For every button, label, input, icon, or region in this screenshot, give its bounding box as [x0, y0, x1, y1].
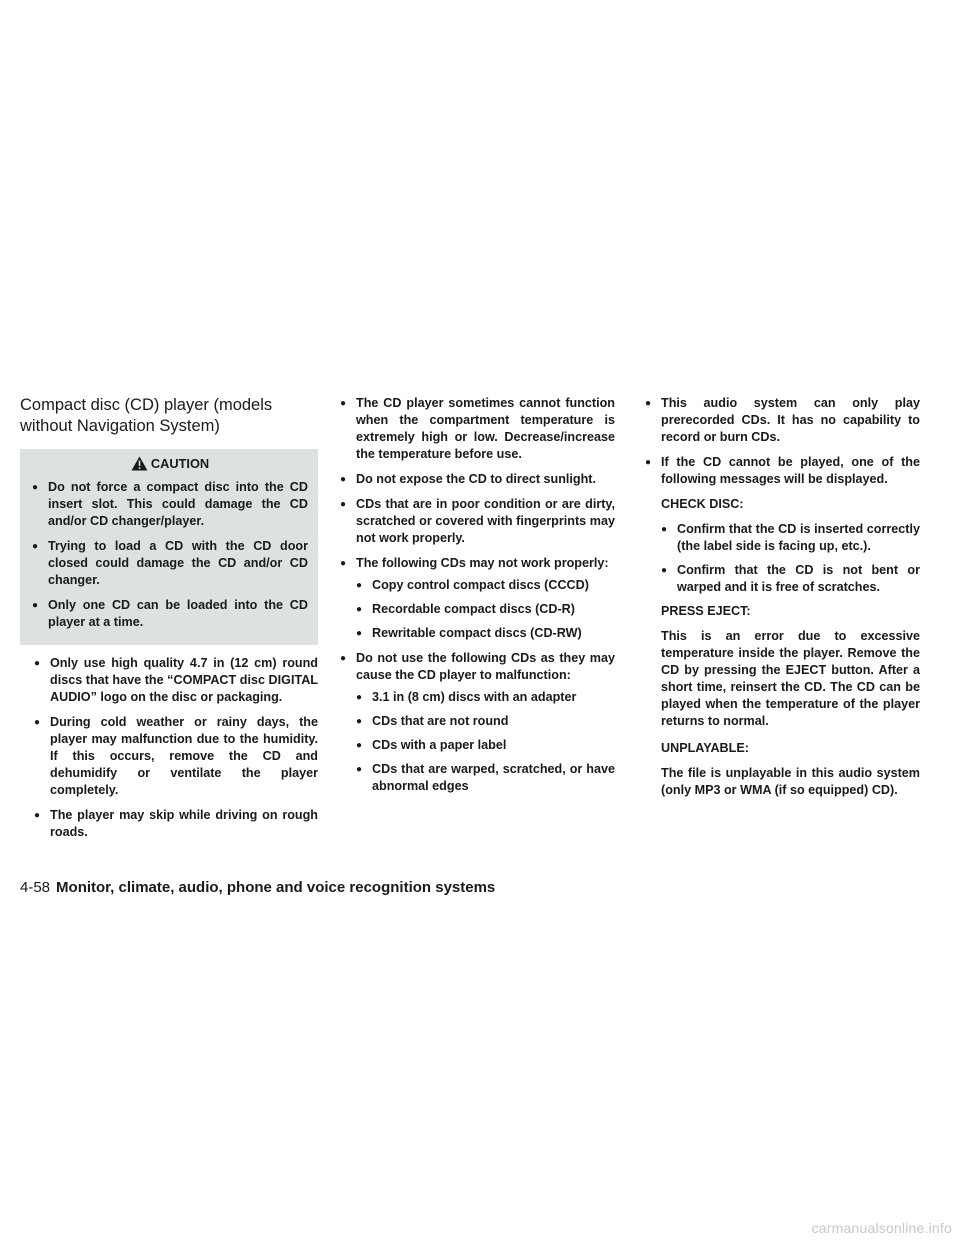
caution-box: [20, 449, 318, 645]
page-number: 4-58: [20, 879, 51, 896]
warning-icon: [131, 456, 148, 471]
column-3: [645, 395, 920, 809]
list-item: ● If the CD cannot be played, one of the following messages will be displayed.: [645, 455, 920, 486]
section-title: Compact disc (CD) player (models without Navigation System): [20, 396, 273, 435]
list-item: ● Only use high quality 4.7 in (12 cm) round discs that have the “COMPACT disc DIGITAL AUDIO” logo on the disc or packaging.: [34, 656, 318, 704]
list-item: ● Do not expose the CD to direct sunlight.: [340, 472, 596, 486]
list-item: ● Only one CD can be loaded into the CD player at a time.: [32, 598, 308, 629]
watermark: carmanualsonline.info: [811, 1220, 952, 1236]
sub-list: [356, 577, 615, 642]
sub-list: [645, 521, 920, 596]
list-item: ● The player may skip while driving on rough roads.: [34, 808, 318, 839]
sub-list: [356, 689, 615, 795]
sub-list-item: ● CDs with a paper label: [356, 738, 507, 752]
list-item: ● The following CDs may not work properly: ● Copy control compact discs (CCCD) ● Recordable compact discs (CD-R) ● Rewritable compact discs (CD-RW): [340, 555, 615, 642]
sub-list-item: ● Recordable compact discs (CD-R): [356, 602, 575, 616]
list-item: ● The CD player sometimes cannot function when the compartment temperature is extremely high or low. Decrease/increase the temperature before use.: [340, 396, 615, 461]
list-item: ● Do not use the following CDs as they may cause the CD player to malfunction: ● 3.1 in (8 cm) discs with an adapter ● CDs that are not round ● CDs with a paper label ● CDs that are warped, scratched, or have abnormal edges: [340, 651, 615, 793]
sub-list-item: ● Rewritable compact discs (CD-RW): [356, 626, 582, 640]
message-label-press-eject: PRESS EJECT:: [661, 604, 751, 618]
list-item: ● This audio system can only play prerecorded CDs. It has no capability to record or burn CDs.: [645, 396, 920, 444]
sub-list-item: ● CDs that are warped, scratched, or have abnormal edges: [356, 762, 615, 793]
notes-list: [20, 655, 318, 841]
sub-list-item: ● Confirm that the CD is inserted correctly (the label side is facing up, etc.).: [661, 522, 920, 553]
sub-list-item: ● CDs that are not round: [356, 714, 509, 728]
notes-list: [645, 395, 920, 488]
message-text-press-eject: This is an error due to excessive temperature inside the player. Remove the CD by pressing the EJECT button. After a short time, reinsert the CD. The CD can be played when the temperature of the player returns to normal.: [661, 629, 920, 728]
list-item: ● CDs that are in poor condition or are dirty, scratched or covered with fingerprints may not work properly.: [340, 497, 615, 545]
notes-list: [340, 395, 615, 795]
list-item: ● Do not force a compact disc into the CD insert slot. This could damage the CD and/or CD changer/player.: [32, 480, 308, 528]
caution-heading: CAUTION: [32, 451, 308, 479]
caution-list: [32, 479, 308, 631]
sub-list-item: ● 3.1 in (8 cm) discs with an adapter: [356, 690, 577, 704]
page-footer: [20, 878, 495, 898]
column-1: [20, 395, 318, 849]
message-label-unplayable: UNPLAYABLE:: [661, 741, 749, 755]
column-2: [340, 395, 615, 803]
message-text-unplayable: The file is unplayable in this audio system (only MP3 or WMA (if so equipped) CD).: [661, 766, 920, 797]
message-label-check-disc: CHECK DISC:: [661, 497, 744, 511]
list-item: ● During cold weather or rainy days, the player may malfunction due to the humidity. If this occurs, remove the CD and dehumidify or ventilate the player completely.: [34, 715, 318, 797]
chapter-title: Monitor, climate, audio, phone and voice recognition systems: [56, 879, 496, 896]
list-item: ● Trying to load a CD with the CD door closed could damage the CD and/or CD changer.: [32, 539, 308, 587]
sub-list-item: ● Confirm that the CD is not bent or warped and it is free of scratches.: [661, 563, 920, 594]
sub-list-item: ● Copy control compact discs (CCCD): [356, 578, 589, 592]
